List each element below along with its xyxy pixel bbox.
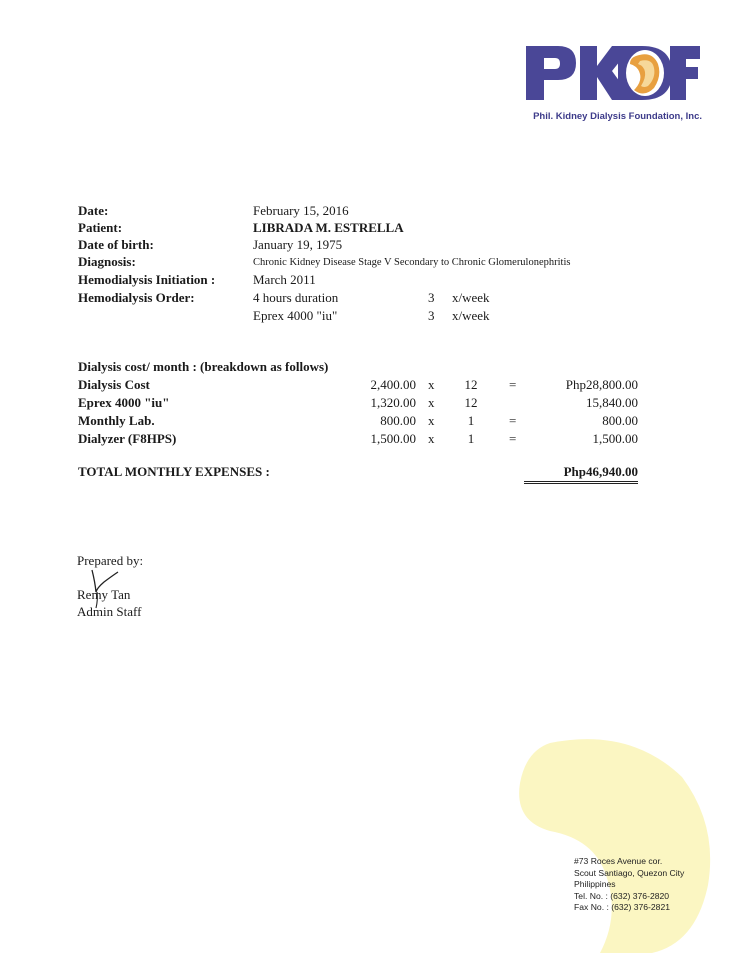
address-block — [574, 856, 734, 914]
cost-row-equals: = — [509, 377, 517, 392]
cost-row-qty: 12 — [464, 395, 478, 410]
signatory-name: Remy Tan — [77, 587, 131, 602]
cost-row-equals: = — [509, 431, 517, 446]
address-line: Scout Santiago, Quezon City — [574, 867, 685, 878]
order-duration-freq: 3 — [428, 290, 435, 305]
telephone-line: Tel. No. : (632) 376-2820 — [574, 890, 670, 901]
signatory-title: Admin Staff — [77, 604, 142, 619]
prepared-by-label: Prepared by: — [77, 553, 144, 568]
cost-row-times: x — [428, 431, 435, 446]
order-duration: 4 hours duration — [253, 290, 339, 305]
patient-label: Patient: — [78, 220, 123, 235]
dob-value: January 19, 1975 — [253, 237, 343, 252]
diagnosis-value: Chronic Kidney Disease Stage V Secondary to Chronic Glomerulonephritis — [253, 257, 571, 268]
cost-row-times: x — [428, 377, 435, 392]
order-eprex-unit: x/week — [452, 308, 490, 323]
cost-row-total: 15,840.00 — [586, 395, 638, 410]
logo-letter-f — [670, 46, 700, 100]
cost-row-qty: 12 — [464, 377, 478, 392]
date-value: February 15, 2016 — [253, 203, 349, 218]
cost-row-total: 800.00 — [602, 413, 638, 428]
cost-row-label: Eprex 4000 "iu" — [78, 395, 170, 410]
cost-row-total: Php28,800.00 — [565, 377, 638, 392]
address-line: Philippines — [574, 879, 616, 890]
pkdf-logo — [524, 44, 700, 102]
cost-row-total: 1,500.00 — [592, 431, 638, 446]
cost-row-label: Dialyzer (F8HPS) — [78, 431, 177, 446]
organization-name: Phil. Kidney Dialysis Foundation, Inc. — [533, 111, 702, 122]
diagnosis-label: Diagnosis: — [78, 254, 136, 269]
cost-row-price: 1,320.00 — [370, 395, 416, 410]
cost-row-times: x — [428, 395, 435, 410]
cost-row-equals: = — [509, 413, 517, 428]
initiation-label: Hemodialysis Initiation : — [78, 272, 216, 287]
kidney-watermark-icon — [510, 735, 720, 955]
initiation-value: March 2011 — [253, 272, 316, 287]
total-label: TOTAL MONTHLY EXPENSES : — [78, 464, 270, 479]
patient-name: LIBRADA M. ESTRELLA — [253, 220, 404, 235]
cost-heading: Dialysis cost/ month : (breakdown as follows) — [78, 359, 329, 374]
cost-row-qty: 1 — [467, 413, 475, 428]
dob-label: Date of birth: — [78, 237, 154, 252]
address-line: #73 Roces Avenue cor. — [574, 856, 663, 866]
logo-letter-p — [526, 46, 576, 100]
cost-row-times: x — [428, 413, 435, 428]
cost-row-qty: 1 — [467, 431, 475, 446]
date-label: Date: — [78, 203, 109, 218]
order-eprex: Eprex 4000 "iu" — [253, 308, 338, 323]
order-eprex-freq: 3 — [428, 308, 435, 323]
cost-row-price: 800.00 — [380, 413, 416, 428]
total-value: Php46,940.00 — [524, 464, 638, 484]
cost-row-price: 1,500.00 — [370, 431, 416, 446]
order-label: Hemodialysis Order: — [78, 290, 195, 305]
fax-line: Fax No. : (632) 376-2821 — [574, 902, 671, 913]
order-duration-unit: x/week — [452, 290, 490, 305]
cost-row-label: Monthly Lab. — [78, 413, 155, 428]
cost-row-price: 2,400.00 — [370, 377, 416, 392]
cost-row-label: Dialysis Cost — [78, 377, 150, 392]
